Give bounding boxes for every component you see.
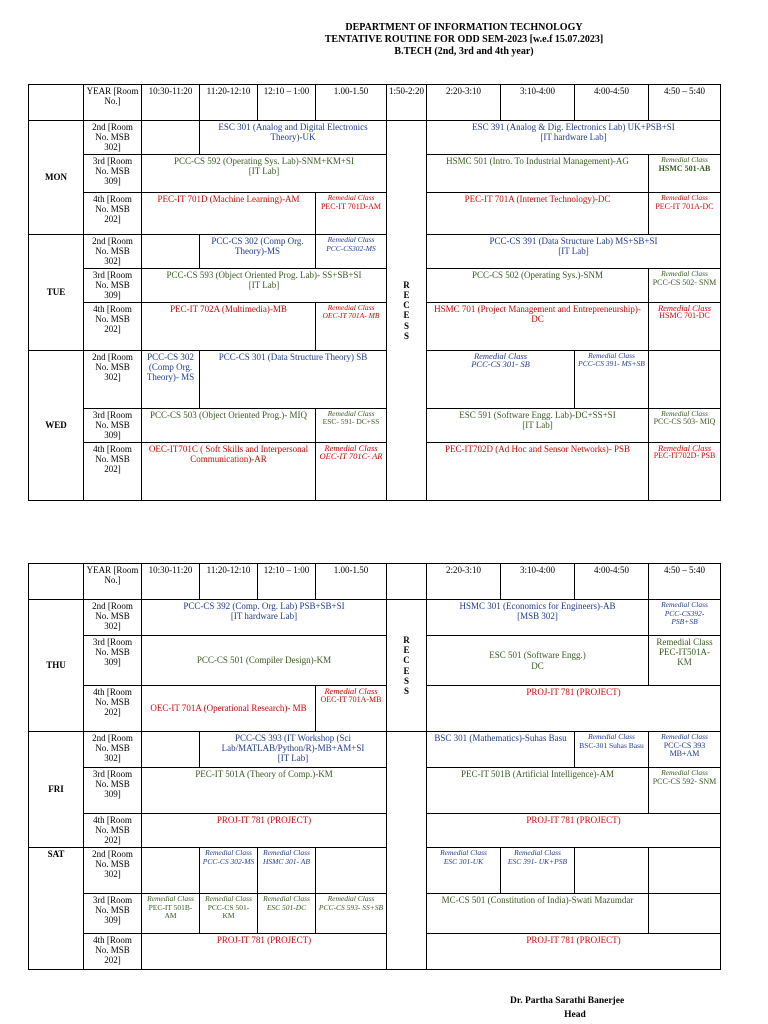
signatory-name: Dr. Partha Sarathi Banerjee bbox=[510, 996, 625, 1006]
class-cell bbox=[427, 600, 649, 636]
remedial-cell bbox=[649, 408, 721, 442]
remedial-cell bbox=[200, 894, 258, 934]
table-row bbox=[29, 269, 721, 303]
class-room: [IT Lab] bbox=[558, 246, 589, 257]
remedial-label: Remedial Class bbox=[473, 350, 528, 361]
remedial-cell bbox=[649, 193, 721, 235]
remedial-label: Remedial Class bbox=[147, 894, 194, 903]
recess-letter: S bbox=[403, 320, 409, 331]
day-mon: MON bbox=[29, 121, 84, 235]
signatory-title: Head bbox=[564, 1010, 586, 1020]
remedial-label: Remedial Class bbox=[327, 302, 375, 312]
remedial-text: PCC-CS 593- SS+SB bbox=[318, 902, 384, 912]
year-cell: 3rd [Room No. MSB 309] bbox=[84, 155, 142, 193]
remedial-label: Remedial Class bbox=[324, 686, 378, 696]
recess-column bbox=[387, 600, 427, 732]
day-tue: TUE bbox=[29, 235, 84, 351]
remedial-text: PCC-CS 592- SNM bbox=[652, 776, 717, 786]
year-cell: 3rd [Room No. MSB 309] bbox=[84, 768, 142, 814]
day-header bbox=[29, 564, 84, 600]
col-header: 1:50-2:20 bbox=[387, 85, 427, 121]
col-header: 2:20-3:10 bbox=[427, 85, 501, 121]
remedial-text: PEC-IT501A- KM bbox=[659, 647, 710, 668]
empty-cell bbox=[316, 848, 387, 894]
remedial-text: PEC-IT 501B-AM bbox=[148, 902, 193, 920]
table-row bbox=[29, 894, 721, 934]
recess-letter: S bbox=[403, 685, 409, 696]
class-text: HSMC 301 (Economics for Engineers)-AB bbox=[459, 601, 616, 611]
year-cell: 3rd [Room No. MSB 309] bbox=[84, 894, 142, 934]
col-header: 1.00-1.50 bbox=[316, 564, 387, 600]
table-row bbox=[29, 768, 721, 814]
table-header-row bbox=[29, 564, 721, 600]
empty-cell bbox=[649, 848, 721, 894]
class-cell: PCC-CS 302 (Comp Org. Theory)-MS bbox=[200, 235, 316, 269]
class-cell: PROJ-IT 781 (PROJECT) bbox=[142, 814, 387, 848]
table-header-row bbox=[29, 85, 721, 121]
remedial-label: Remedial Class bbox=[514, 848, 561, 857]
remedial-text: HSMC 701-DC bbox=[659, 311, 710, 321]
remedial-label: Remedial Class bbox=[327, 408, 375, 418]
remedial-text: PEC-IT702D- PSB bbox=[653, 451, 716, 461]
class-cell: PROJ-IT 781 (PROJECT) bbox=[427, 934, 721, 970]
remedial-label: Remedial Class bbox=[661, 269, 708, 278]
class-cell: PEC-IT 702A (Multimedia)-MB bbox=[142, 302, 316, 350]
remedial-label: Remedial Class bbox=[661, 768, 708, 777]
col-header: 4:50 – 5:40 bbox=[649, 85, 721, 121]
class-room: [IT hardware Lab] bbox=[540, 132, 607, 143]
remedial-label: Remedial Class bbox=[661, 732, 708, 741]
class-room: [IT Lab] bbox=[277, 753, 309, 764]
remedial-label: Remedial Class bbox=[588, 732, 635, 741]
class-text: ESC 501 (Software Engg.) bbox=[489, 650, 586, 661]
table-row bbox=[29, 934, 721, 970]
class-text: ESC 591 (Software Engg. Lab)-DC+SS+SI bbox=[459, 409, 616, 420]
remedial-cell bbox=[316, 193, 387, 235]
col-header: 4:00-4:50 bbox=[575, 564, 649, 600]
remedial-label: Remedial Class bbox=[327, 193, 375, 202]
year-cell: 4th [Room No. MSB 202] bbox=[84, 934, 142, 970]
remedial-cell bbox=[649, 636, 721, 686]
remedial-label: Remedial Class bbox=[327, 894, 375, 903]
recess-letter: R bbox=[403, 279, 410, 290]
col-header: 11:20-12:10 bbox=[200, 85, 258, 121]
recess-letter: E bbox=[403, 289, 410, 300]
remedial-label: Remedial Class bbox=[440, 848, 487, 857]
class-cell: PROJ-IT 781 (PROJECT) bbox=[142, 934, 387, 970]
class-cell: PCC-CS 502 (Operating Sys.)-SNM bbox=[427, 269, 649, 303]
class-cell: PEC-IT 501A (Theory of Comp.)-KM bbox=[142, 768, 387, 814]
year-cell: 4th [Room No. MSB 202] bbox=[84, 302, 142, 350]
remedial-text: BSC-301 Suhas Basu bbox=[579, 740, 644, 750]
remedial-text: HSMC 301- AB bbox=[263, 856, 310, 866]
class-text: PCC-CS 393 (IT Workshop (Sci Lab/MATLAB/Python/R)-MB+AM+SI bbox=[221, 733, 365, 754]
empty-cell bbox=[142, 121, 200, 155]
table-row bbox=[29, 302, 721, 350]
department-title: DEPARTMENT OF INFORMATION TECHNOLOGY bbox=[345, 22, 583, 33]
table-row bbox=[29, 193, 721, 235]
routine-table-1 bbox=[28, 84, 721, 501]
remedial-text: PCC-CS 301- SB bbox=[471, 359, 530, 370]
col-header: 12:10 – 1:00 bbox=[258, 564, 316, 600]
col-header bbox=[387, 564, 427, 600]
remedial-cell bbox=[649, 600, 721, 636]
class-cell bbox=[142, 600, 387, 636]
remedial-cell bbox=[142, 894, 200, 934]
remedial-cell bbox=[649, 732, 721, 768]
recess-column bbox=[387, 121, 427, 501]
remedial-cell bbox=[575, 350, 649, 408]
remedial-text: ESC 301-UK bbox=[443, 856, 484, 866]
year-cell: 2nd [Room No. MSB 302] bbox=[84, 600, 142, 636]
class-cell: PCC-CS 301 (Data Structure Theory) SB bbox=[200, 350, 387, 408]
class-cell bbox=[142, 155, 387, 193]
day-wed: WED bbox=[29, 350, 84, 500]
empty-cell bbox=[142, 732, 200, 768]
class-room: [IT Lab] bbox=[522, 419, 553, 430]
remedial-cell bbox=[200, 848, 258, 894]
class-cell: PEC-IT 501B (Artificial Intelligence)-AM bbox=[427, 768, 649, 814]
col-header: YEAR [Room No.] bbox=[84, 564, 142, 600]
table-row bbox=[29, 408, 721, 442]
empty-cell bbox=[142, 235, 200, 269]
remedial-text: OEC-IT 701A-MB bbox=[320, 694, 382, 704]
class-cell: OEC-IT701C ( Soft Skills and Interpersonal Communication)-AR bbox=[142, 442, 316, 500]
remedial-cell bbox=[316, 442, 387, 500]
remedial-text: OEC-IT 701C- AR bbox=[319, 451, 383, 462]
class-cell: BSC 301 (Mathematics)-Suhas Basu bbox=[427, 732, 575, 768]
table-row bbox=[29, 848, 721, 894]
empty-cell bbox=[649, 894, 721, 934]
remedial-text: PCC-CS 391- MS+SB bbox=[578, 359, 645, 369]
remedial-text: PCC-CS 302-MS bbox=[202, 856, 255, 866]
col-header: 2:20-3:10 bbox=[427, 564, 501, 600]
remedial-cell bbox=[649, 302, 721, 350]
remedial-text: OEC-IT 701A- MB bbox=[322, 311, 380, 321]
routine-table-2 bbox=[28, 563, 721, 970]
class-room: [IT Lab] bbox=[248, 280, 280, 291]
remedial-text: ESC 391- UK+PSB bbox=[507, 856, 568, 866]
class-cell: PEC-IT 701D (Machine Learning)-AM bbox=[142, 193, 316, 235]
class-cell: ESC 301 (Analog and Digital Electronics Theory)-UK bbox=[200, 121, 387, 155]
class-cell: PROJ-IT 781 (PROJECT) bbox=[427, 686, 721, 732]
year-cell: 3rd [Room No. MSB 309] bbox=[84, 269, 142, 303]
document-header bbox=[0, 22, 768, 58]
recess-letter: C bbox=[403, 655, 410, 666]
remedial-text: PCC-CS 393 MB+AM bbox=[663, 740, 706, 758]
remedial-cell bbox=[316, 408, 387, 442]
class-cell bbox=[200, 732, 387, 768]
remedial-cell bbox=[258, 848, 316, 894]
remedial-text: PEC-IT 701A-DC bbox=[655, 201, 714, 211]
remedial-cell bbox=[649, 155, 721, 193]
table-row bbox=[29, 732, 721, 768]
day-fri: FRI bbox=[29, 732, 84, 848]
col-header: 4:00-4:50 bbox=[575, 85, 649, 121]
year-cell: 3rd [Room No. MSB 309] bbox=[84, 636, 142, 686]
year-cell: 2nd [Room No. MSB 302] bbox=[84, 235, 142, 269]
recess-letter: E bbox=[403, 310, 410, 321]
remedial-label: Remedial Class bbox=[661, 193, 708, 202]
class-cell: PCC-CS 501 (Compiler Design)-KM bbox=[142, 636, 387, 686]
remedial-label: Remedial Class bbox=[327, 235, 375, 244]
class-room: DC bbox=[531, 660, 544, 671]
empty-cell bbox=[575, 848, 649, 894]
class-text: PCC-CS 593 (Object Oriented Prog. Lab)- SS+SB+SI bbox=[166, 270, 362, 280]
remedial-cell bbox=[649, 269, 721, 303]
remedial-text: PCC-CS 501-KM bbox=[207, 902, 250, 920]
remedial-label: Remedial Class bbox=[656, 637, 713, 647]
class-cell: MC-CS 501 (Constitution of India)-Swati Mazumdar bbox=[427, 894, 649, 934]
class-cell: HSMC 501 (Intro. To Industrial Management)-AG bbox=[427, 155, 649, 193]
class-cell: PEC-IT702D (Ad Hoc and Sensor Networks)- PSB bbox=[427, 442, 649, 500]
day-thu: THU bbox=[29, 600, 84, 732]
remedial-label: Remedial Class bbox=[324, 442, 378, 453]
table-row bbox=[29, 686, 721, 732]
class-cell: PEC-IT 701A (Internet Technology)-DC bbox=[427, 193, 649, 235]
table-row bbox=[29, 600, 721, 636]
remedial-text: PCC-CS 502- SNM bbox=[652, 277, 717, 287]
remedial-cell bbox=[316, 894, 387, 934]
recess-letter: C bbox=[403, 300, 410, 311]
table-row bbox=[29, 442, 721, 500]
class-cell: PROJ-IT 781 (PROJECT) bbox=[427, 814, 721, 848]
remedial-cell bbox=[575, 732, 649, 768]
class-cell: PCC-CS 302 (Comp Org. Theory)- MS bbox=[142, 350, 200, 408]
remedial-cell bbox=[316, 302, 387, 350]
program-title: B.TECH (2nd, 3rd and 4th year) bbox=[394, 46, 534, 57]
remedial-cell bbox=[316, 235, 387, 269]
class-text: PCC-CS 592 (Operating Sys. Lab)-SNM+KM+SI bbox=[174, 156, 354, 166]
remedial-cell bbox=[258, 894, 316, 934]
recess-letter: E bbox=[403, 645, 410, 656]
class-cell bbox=[427, 235, 721, 269]
year-cell: 3rd [Room No. MSB 309] bbox=[84, 408, 142, 442]
recess-column bbox=[387, 732, 427, 970]
class-cell bbox=[142, 269, 387, 303]
empty-cell bbox=[649, 350, 721, 408]
table-row bbox=[29, 235, 721, 269]
remedial-label: Remedial Class bbox=[661, 408, 708, 418]
remedial-label: Remedial Class bbox=[657, 442, 712, 453]
remedial-label: Remedial Class bbox=[657, 302, 712, 313]
table-row bbox=[29, 121, 721, 155]
class-cell: OEC-IT 701A (Operational Research)- MB bbox=[142, 686, 316, 732]
class-cell bbox=[427, 636, 649, 686]
year-cell: 2nd [Room No. MSB 302] bbox=[84, 848, 142, 894]
col-header: 10:30-11:20 bbox=[142, 85, 200, 121]
year-cell: 2nd [Room No. MSB 302] bbox=[84, 350, 142, 408]
class-cell bbox=[427, 121, 721, 155]
remedial-cell bbox=[649, 768, 721, 814]
remedial-text: PEC-IT 701D-AM bbox=[320, 201, 382, 211]
table-row bbox=[29, 350, 721, 408]
table-row bbox=[29, 155, 721, 193]
recess-letter: S bbox=[403, 675, 409, 686]
col-header: 3:10-4:00 bbox=[501, 564, 575, 600]
empty-cell bbox=[142, 848, 200, 894]
remedial-text: PCC-CS392- PSB+SB bbox=[664, 608, 705, 626]
year-cell: 2nd [Room No. MSB 302] bbox=[84, 121, 142, 155]
col-header: 3:10-4:00 bbox=[501, 85, 575, 121]
col-header: 12:10 – 1:00 bbox=[258, 85, 316, 121]
class-text: PCC-CS 391 (Data Structure Lab) MS+SB+SI bbox=[489, 236, 658, 246]
col-header: 10:30-11:20 bbox=[142, 564, 200, 600]
routine-title: TENTATIVE ROUTINE FOR ODD SEM-2023 [w.e.f 15.07.2023] bbox=[324, 34, 604, 45]
year-cell: 4th [Room No. MSB 202] bbox=[84, 193, 142, 235]
class-room: [IT Lab] bbox=[248, 166, 280, 177]
remedial-label: Remedial Class bbox=[205, 848, 252, 857]
class-room: [IT hardware Lab] bbox=[230, 611, 298, 622]
remedial-label: Remedial Class bbox=[588, 350, 635, 360]
remedial-text: ESC- 591- DC+SS bbox=[322, 417, 380, 427]
recess-letter: S bbox=[403, 330, 409, 341]
signature-block bbox=[510, 994, 750, 1022]
col-header: 11:20-12:10 bbox=[200, 564, 258, 600]
remedial-label: Remedial Class bbox=[661, 600, 708, 609]
table-row bbox=[29, 814, 721, 848]
remedial-cell bbox=[501, 848, 575, 894]
year-cell: 4th [Room No. MSB 202] bbox=[84, 686, 142, 732]
remedial-text: ESC 501-DC bbox=[266, 902, 307, 912]
day-header bbox=[29, 85, 84, 121]
recess-letter: R bbox=[403, 634, 410, 645]
remedial-label: Remedial Class bbox=[263, 894, 310, 903]
day-sat: SAT bbox=[29, 848, 84, 970]
class-text: ESC 391 (Analog & Dig. Electronics Lab) UK+PSB+SI bbox=[472, 122, 675, 132]
col-header: 1.00-1.50 bbox=[316, 85, 387, 121]
class-cell bbox=[427, 408, 649, 442]
col-header: YEAR [Room No.] bbox=[84, 85, 142, 121]
col-header: 4:50 – 5:40 bbox=[649, 564, 721, 600]
remedial-text: PCC-CS 503- MIQ bbox=[653, 417, 716, 427]
year-cell: 4th [Room No. MSB 202] bbox=[84, 814, 142, 848]
year-cell: 4th [Room No. MSB 202] bbox=[84, 442, 142, 500]
year-cell: 2nd [Room No. MSB 302] bbox=[84, 732, 142, 768]
remedial-label: Remedial Class bbox=[263, 848, 310, 857]
table-row bbox=[29, 636, 721, 686]
remedial-text: PCC-CS302-MS bbox=[326, 243, 376, 253]
class-room: [MSB 302] bbox=[517, 611, 558, 622]
remedial-cell bbox=[427, 848, 501, 894]
recess-letter: E bbox=[403, 665, 410, 676]
remedial-label: Remedial Class bbox=[205, 894, 252, 903]
class-text: PCC-CS 392 (Comp. Org. Lab) PSB+SB+SI bbox=[183, 601, 345, 611]
remedial-cell bbox=[649, 442, 721, 500]
remedial-text: HSMC 501-AB bbox=[658, 163, 711, 173]
remedial-cell bbox=[427, 350, 575, 408]
remedial-label: Remedial Class bbox=[661, 155, 708, 164]
remedial-cell bbox=[316, 686, 387, 732]
class-cell: PCC-CS 503 (Object Oriented Prog.)- MIQ bbox=[142, 408, 316, 442]
class-cell: HSMC 701 (Project Management and Entrepreneurship)-DC bbox=[427, 302, 649, 350]
